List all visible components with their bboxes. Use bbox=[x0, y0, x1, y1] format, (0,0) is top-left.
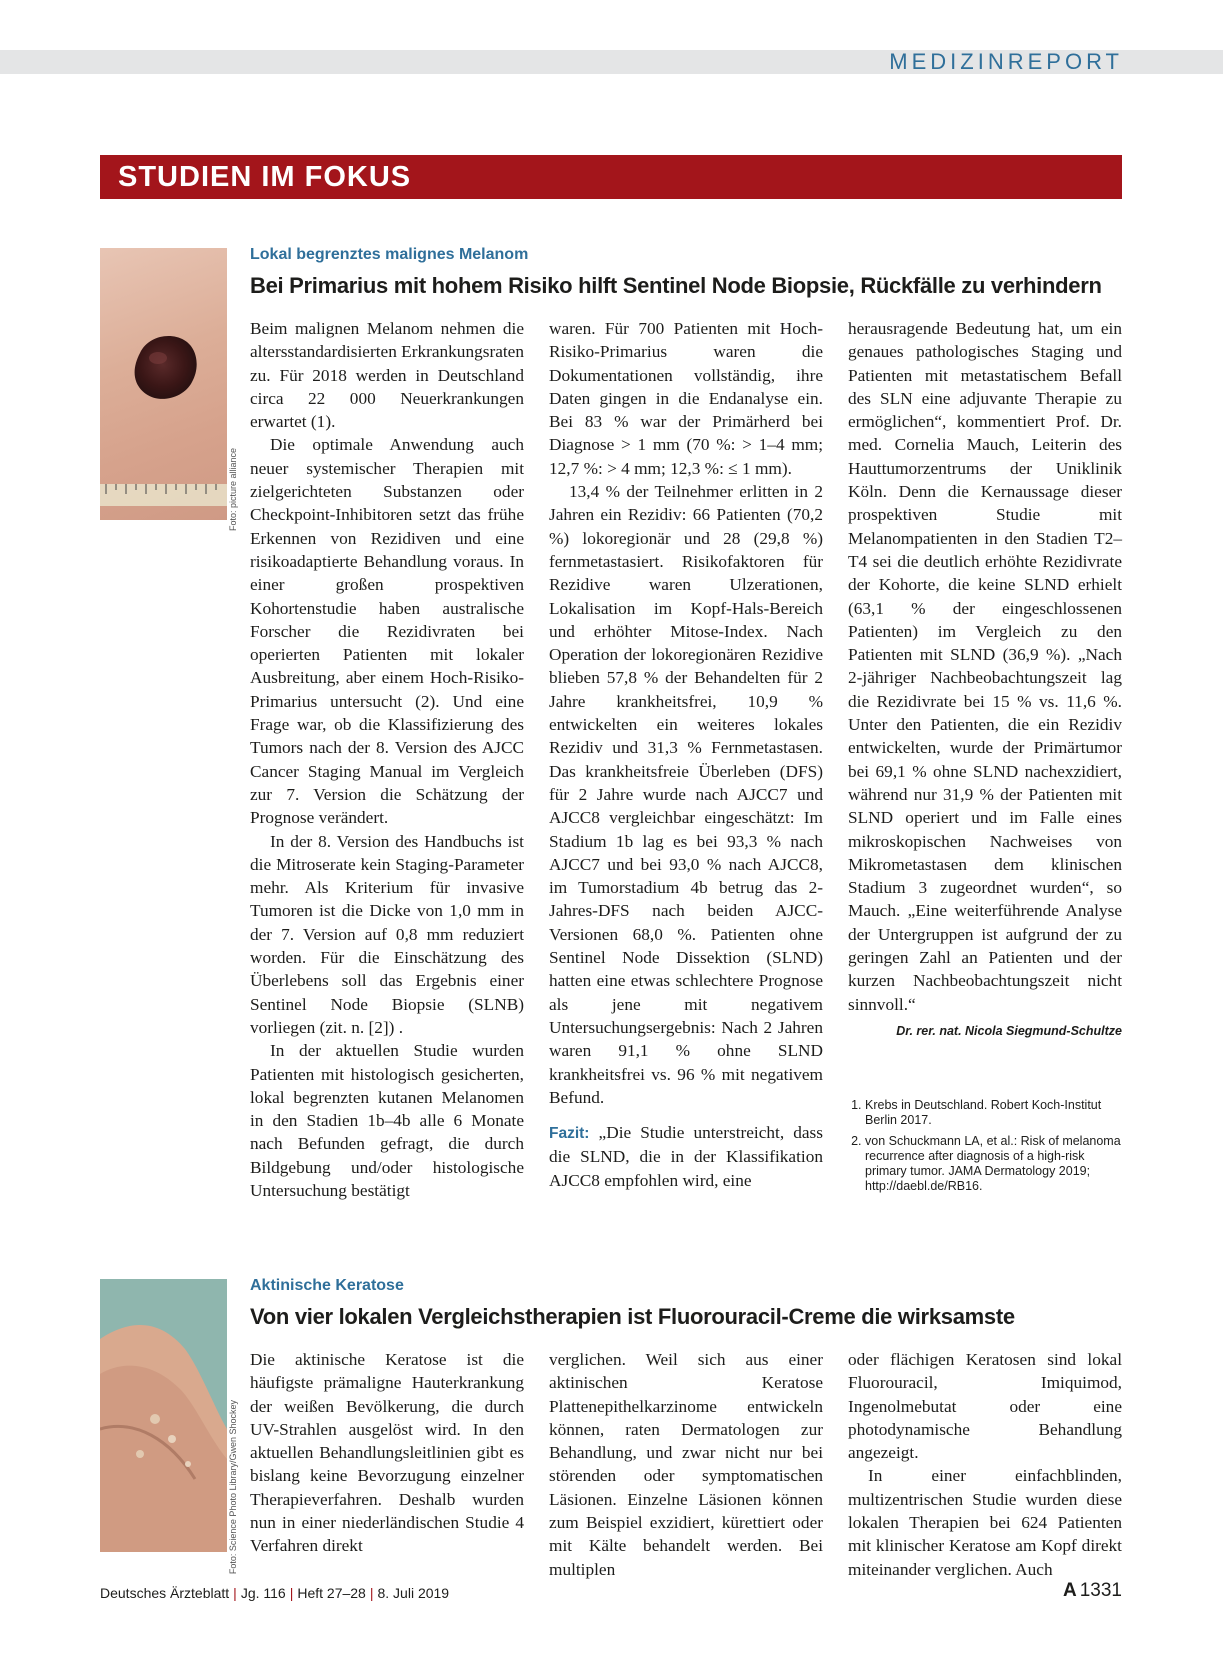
journal-volume: Jg. 116 bbox=[240, 1585, 286, 1601]
article-column-1 bbox=[250, 1348, 524, 1558]
paragraph: verglichen. Weil sich aus einer aktinischen Keratose Plattenepithelkarzinome entwickeln können, raten Dermatologen zur Behandlung, und zwar nicht nur bei störenden oder symptomatischen Läsionen. Einzelne Läsionen können zum Beispiel exzidiert, kürettiert oder mit Kälte behandelt werden. Bei multiplen bbox=[549, 1350, 823, 1579]
article-kicker: Lokal begrenztes malignes Melanom bbox=[250, 246, 529, 263]
hand-illustration bbox=[100, 1279, 227, 1552]
photo-credit: Foto: Science Photo Library/Gwen Shockey bbox=[228, 1400, 238, 1575]
article-headline: Von vier lokalen Vergleichstherapien ist Fluorouracil-Creme die wirksamste bbox=[250, 1304, 1015, 1329]
page-prefix: A bbox=[1062, 1580, 1077, 1601]
paragraph: Beim malignen Melanom nehmen die altersstandardisierten Erkrankungsraten zu. Für 2018 werden in Deutschland circa 22 000 Neuerkrankungen erwartet (1). bbox=[250, 319, 524, 432]
paragraph: herausragende Bedeutung hat, um ein genaues pathologisches Staging und Patienten mit metastatischem Befall des SLN eine adjuvante Therapie zu ermöglichen“, kommentiert Prof. Dr. med. Cornelia Mauch, Leiterin des Hauttumorzentrums der Uniklinik Köln. Denn die Kernaussage dieser prospektiven Studie mit Melanompatienten in den Stadien T2–T4 sei die deutlich erhöhte Rezidivrate der Kohorte, die keine SLND erhielt (63,1 % der eingeschlossenen Patienten) im Vergleich zu den Patienten mit SLND (36,9 %). „Nach 2-jähriger Nachbeobachtungszeit lag die Rezidivrate bei 15 % vs. 11,6 %. Unter den Patienten, die ein Rezidiv entwickelten, wurde der Primärtumor bei 69,1 % ohne SLND nachexzidiert, während nur 31,9 % der Patienten mit SLND operiert und im Falle eines mikroskopischen Nachweises von Mikrometastasen dem klinischen Stadium 3 zugeordnet wurden“, so Mauch. „Eine weiterführende Analyse der Untergruppen ist aufgrund der zu geringen Zahl an Patienten und der kurzen Nachbeobachtungszeit nicht sinnvoll.“ bbox=[848, 319, 1122, 1014]
section-label: MEDIZINREPORT bbox=[889, 49, 1123, 74]
page-number bbox=[1063, 1580, 1122, 1602]
melanoma-photo bbox=[100, 248, 227, 520]
author-name: Dr. rer. nat. Nicola Siegmund-Schultze bbox=[896, 1023, 1122, 1038]
article-column-2 bbox=[549, 1348, 823, 1581]
paragraph: Die optimale Anwendung auch neuer systemischer Therapien mit zielgerichteten Substanzen oder Checkpoint-Inhibitoren setzt das frühe Erkennen von Rezidiven und eine risikoadaptierte Behandlung voraus. In einer großen prospektiven Kohortenstudie haben australische Forscher die Rezidivraten bei operierten Patienten mit lokaler Ausbreitung, aber einem Hoch-Risiko-Primarius untersucht (2). Und eine Frage war, ob die Klassifizierung des Tumors nach der 8. Version des AJCC Cancer Staging Manual im Vergleich zur 7. Version die Schätzung der Prognose verändert. bbox=[250, 435, 524, 828]
page-number-value: 1331 bbox=[1079, 1580, 1122, 1601]
paragraph: In einer einfachblinden, multizentrischen Studie wurden diese lokalen Therapien bei 624 Patienten mit klinischer Keratose am Kopf direkt miteinander verglichen. Auch bbox=[848, 1466, 1122, 1579]
reference-item: 2. von Schuckmann LA, et al.: Risk of melanoma recurrence after diagnosis of a high-risk primary tumor. JAMA Dermatology 2019; http://daebl.de/RB16. bbox=[865, 1134, 1122, 1194]
article-column-3 bbox=[848, 1348, 1122, 1581]
paragraph: 13,4 % der Teilnehmer erlitten in 2 Jahren ein Rezidiv: 66 Patienten (70,2 %) lokoregionär und 28 (29,8 %) fernmetastasiert. Risikofaktoren für Rezidive waren Ulzerationen, Lokalisation im Kopf-Hals-Bereich und erhöhter Mitose-Index. Nach Operation der lokoregionären Rezidive blieben 57,8 % der Behandelten für 2 Jahre krankheitsfrei, 10,9 % entwickelten ein weiteres lokales Rezidiv und 31,3 % Fernmetastasen. Das krankheitsfreie Überleben (DFS) für 2 Jahre wurde nach AJCC7 und AJCC8 vergleichbar eingeschätzt: Im Stadium 1b lag es bei 93,3 % nach AJCC7 und bei 93,0 % nach AJCC8, im Tumorstadium 4b betrug das 2-Jahres-DFS nach beiden AJCC-Versionen 68,0 %. Patienten ohne Sentinel Node Dissektion (SLND) hatten eine etwas schlechtere Prognose als jene mit negativem Untersuchungsergebnis: Nach 2 Jahren waren 91,1 % ohne SLND krankheitsfrei vs. 96 % mit negativem Befund. bbox=[549, 482, 823, 1107]
keratosis-photo bbox=[100, 1279, 227, 1552]
article-headline: Bei Primarius mit hohem Risiko hilft Sentinel Node Biopsie, Rückfälle zu verhindern bbox=[250, 273, 1102, 298]
section-banner: STUDIEN IM FOKUS bbox=[100, 155, 1122, 199]
melanoma-illustration bbox=[100, 248, 227, 520]
fazit-label: Fazit: bbox=[549, 1125, 590, 1143]
article-column-2 bbox=[549, 317, 823, 1192]
paragraph: waren. Für 700 Patienten mit Hoch-Risiko-Primarius waren die Dokumentationen vollständig, ihre Daten gingen in die Endanalyse ein. Bei 83 % war der Primärherd bei Diagnose > 1 mm (70 %: > 1–4 mm; 12,7 %: > 4 mm; 12,3 %: ≤ 1 mm). bbox=[549, 319, 823, 478]
journal-name: Deutsches Ärzteblatt bbox=[100, 1585, 230, 1601]
paragraph: In der 8. Version des Handbuchs ist die Mitroserate kein Staging-Parameter mehr. Als Kriterium für invasive Tumoren ist die Dicke von 1,0 mm in der 7. Version auf 0,8 mm reduziert worden. Für die Einschätzung des Überlebens soll das Ergebnis einer Sentinel Node Biopsie (SLNB) vorliegen (zit. n. [2]) . bbox=[250, 831, 524, 1037]
reference-item: 1. Krebs in Deutschland. Robert Koch-Institut Berlin 2017. bbox=[865, 1098, 1122, 1128]
article-column-1 bbox=[250, 317, 524, 1202]
paragraph: Die aktinische Keratose ist die häufigste prämaligne Hauterkrankung der weißen Bevölkerung, die durch UV-Strahlen ausgelöst wird. In den aktuellen Behandlungsleitlinien gibt es bislang keine Bevorzugung einzelner Therapieverfahren. Deshalb wurden nun in einer niederländischen Studie 4 Verfahren direkt bbox=[250, 1350, 524, 1556]
photo-credit: Foto: picture alliance bbox=[228, 448, 238, 532]
article-kicker: Aktinische Keratose bbox=[250, 1277, 404, 1294]
article-column-3 bbox=[848, 317, 1122, 1043]
fazit-paragraph bbox=[549, 1121, 823, 1192]
journal-issue: Heft 27–28 bbox=[297, 1585, 366, 1601]
fazit-text: „Die Studie unterstreicht, dass die SLND, die in der Klassifikation AJCC8 empfohlen wird, eine bbox=[549, 1123, 823, 1190]
journal-date: 8. Juli 2019 bbox=[377, 1585, 450, 1601]
paragraph: In der aktuellen Studie wurden Patienten mit histologisch gesicherten, lokal begrenzten kutanen Melanomen in den Stadien 1b–4b alle 6 Monate nach Befunden gefragt, die durch Bildgebung und/oder histologische Untersuchung bestätigt bbox=[250, 1041, 524, 1200]
footer-citation: Deutsches Ärzteblatt | Jg. 116 | Heft 27–28 | 8. Juli 2019 bbox=[100, 1585, 450, 1601]
paragraph: oder flächigen Keratosen sind lokal Fluorouracil, Imiquimod, Ingenolmebutat oder eine photodynamische Behandlung angezeigt. bbox=[848, 1350, 1122, 1463]
references bbox=[848, 1098, 1122, 1200]
